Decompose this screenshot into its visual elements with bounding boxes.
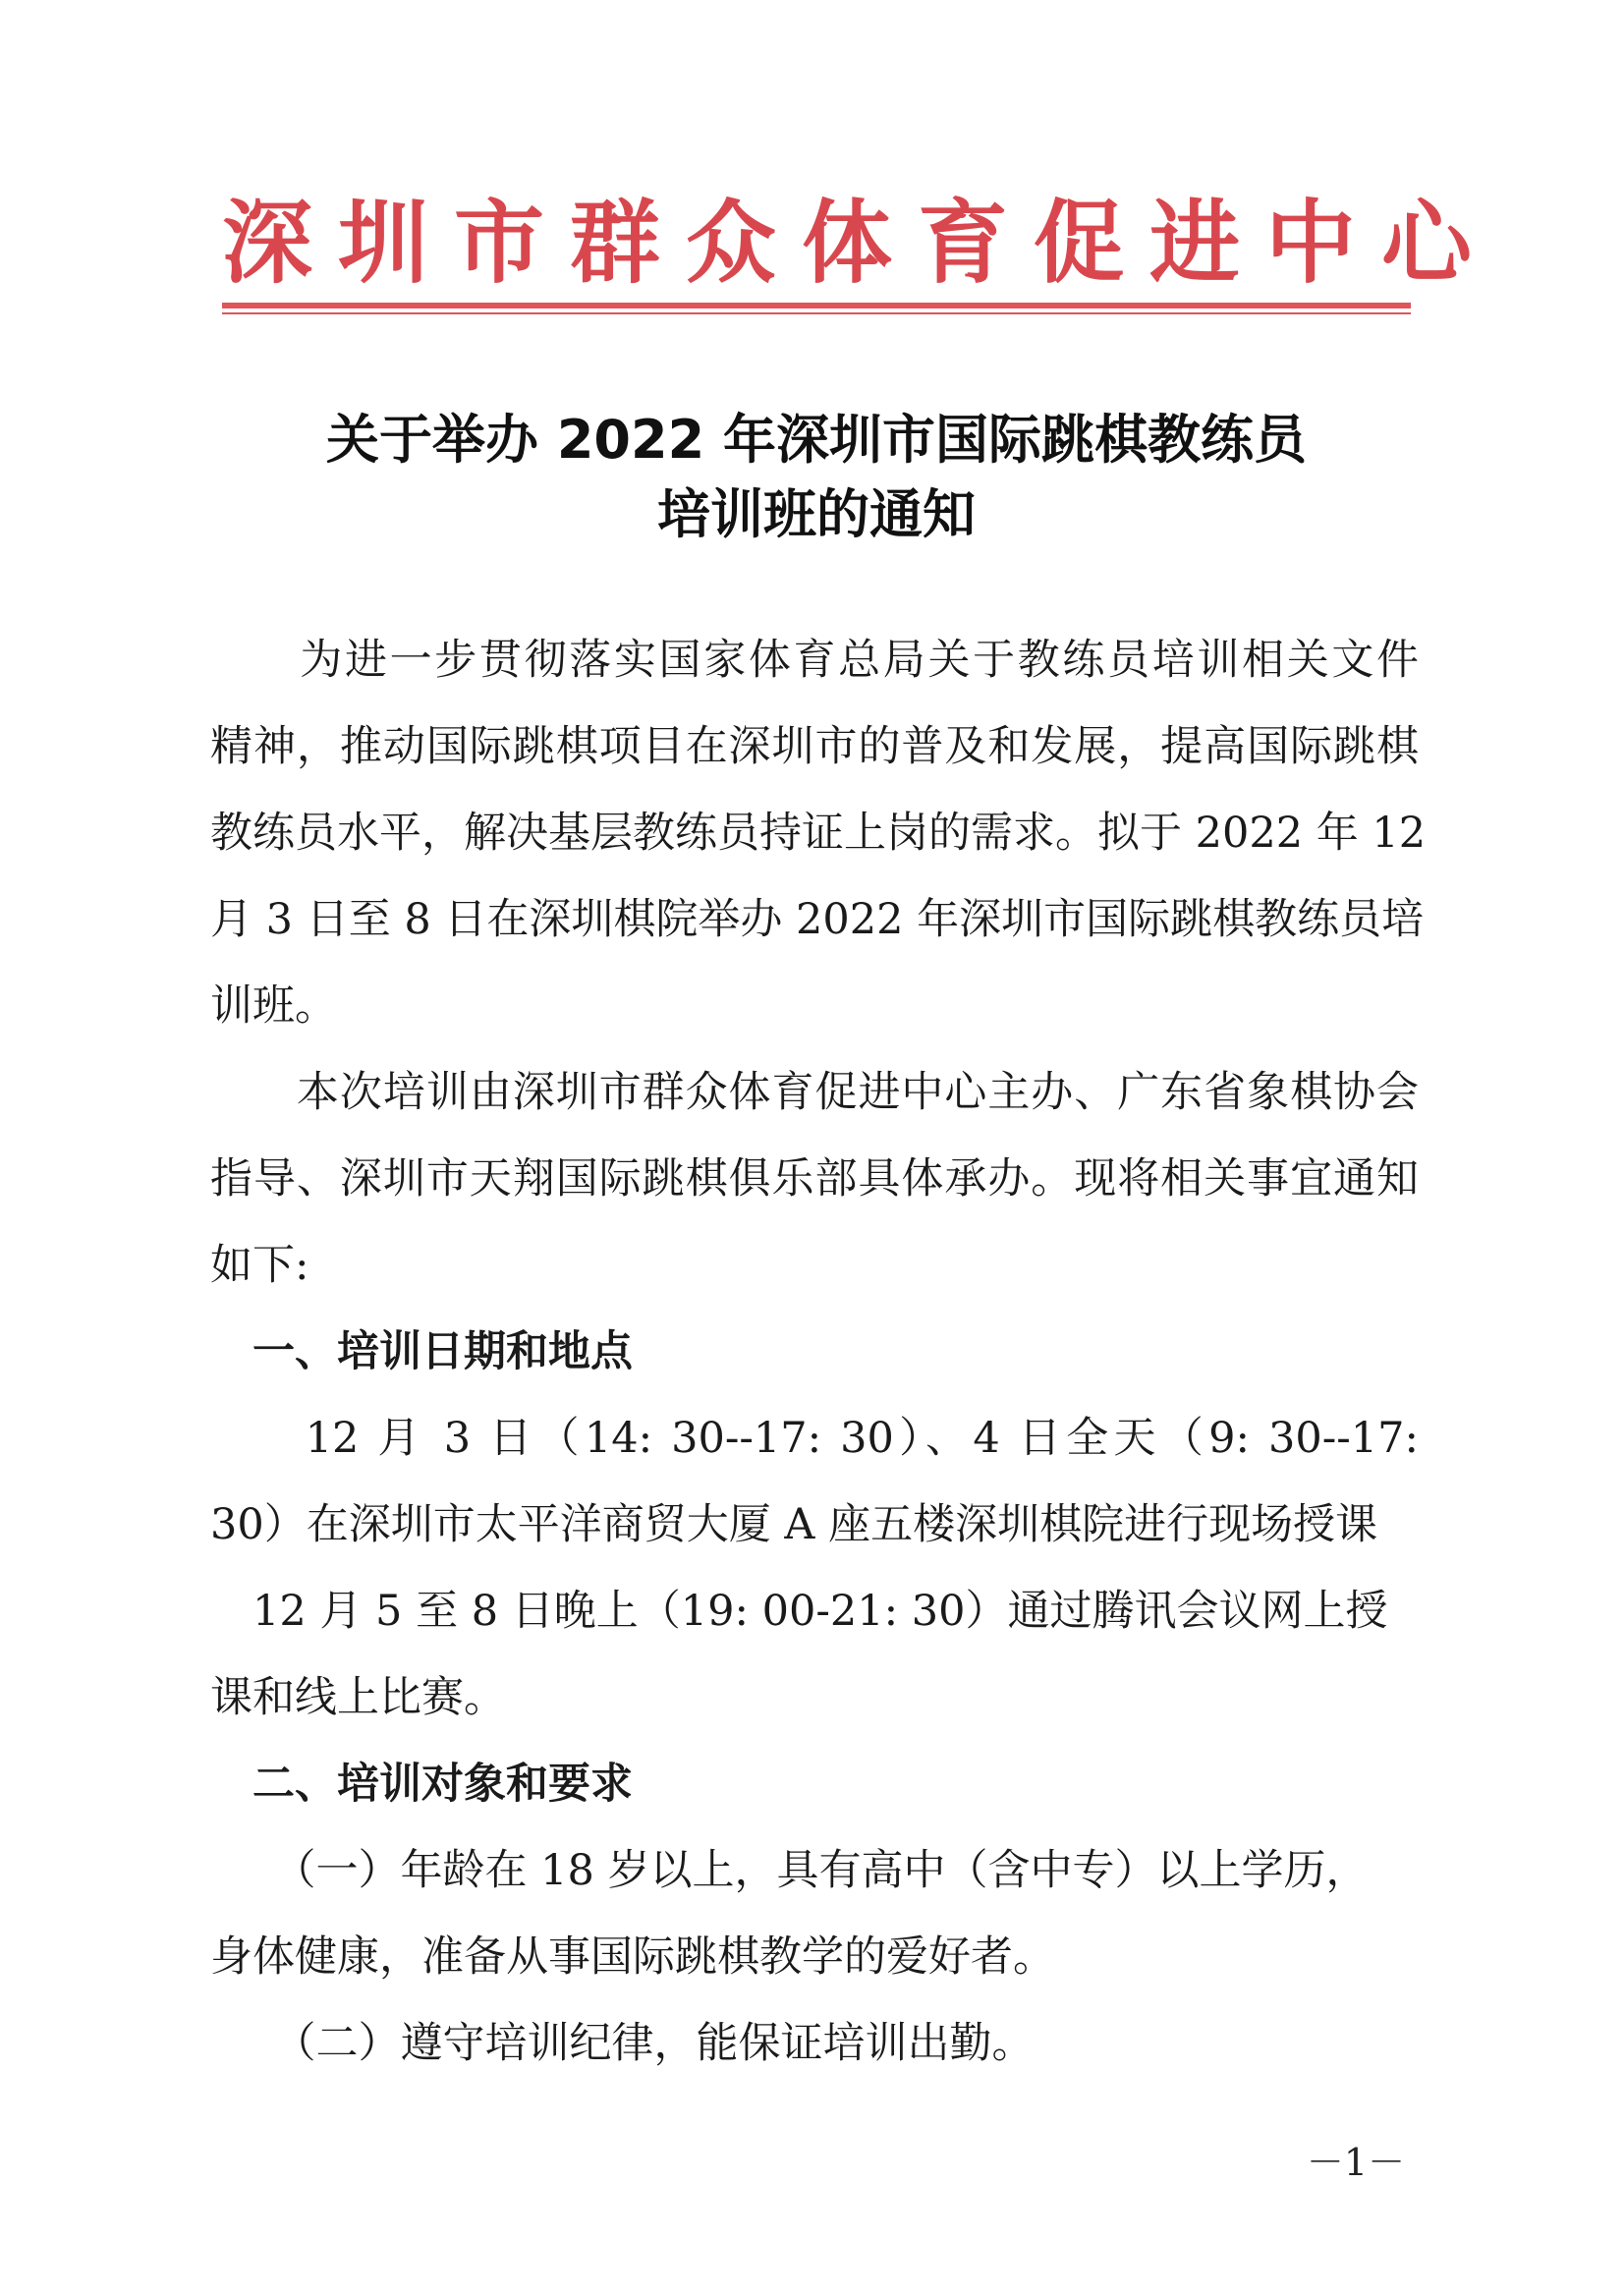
letterhead-rule-thick <box>222 303 1411 308</box>
paragraph-1-line-3: 教练员水平，解决基层教练员持证上岗的需求。拟于 2022 年 12 <box>210 809 1427 858</box>
section-2-line-3: （二）遵守培训纪律，能保证培训出勤。 <box>210 2019 1035 2068</box>
section-2-heading: 二、培训对象和要求 <box>210 1760 633 1809</box>
section-1-line-3: 12 月 5 至 8 日晚上（19: 00-21: 30）通过腾讯会议网上授 <box>210 1587 1388 1636</box>
document-title-line-1: 关于举办 2022 年深圳市国际跳棋教练员 <box>326 409 1307 471</box>
paragraph-1-line-4: 月 3 日至 8 日在深圳棋院举办 2022 年深圳市国际跳棋教练员培 <box>210 895 1425 944</box>
section-1-line-2: 30）在深圳市太平洋商贸大厦 A 座五楼深圳棋院进行现场授课 <box>210 1500 1378 1549</box>
section-2-line-1: （一）年龄在 18 岁以上，具有高中（含中专）以上学历， <box>210 1846 1369 1895</box>
section-1-heading: 一、培训日期和地点 <box>210 1327 633 1376</box>
letterhead-rule-thin <box>222 312 1411 314</box>
paragraph-2-line-3: 如下: <box>210 1241 309 1290</box>
section-1-line-1: 12 月 3 日（14: 30--17: 30）、4 日全天（9: 30--17: <box>210 1414 1419 1463</box>
paragraph-1-line-5: 训班。 <box>210 981 337 1031</box>
section-1-line-4: 课和线上比赛。 <box>210 1673 506 1722</box>
paragraph-1-line-2: 精神，推动国际跳棋项目在深圳市的普及和发展，提高国际跳棋 <box>210 722 1419 771</box>
letterhead-org-name: 深圳市群众体育促进中心 <box>222 190 1498 296</box>
paragraph-2-line-2: 指导、深圳市天翔国际跳棋俱乐部具体承办。现将相关事宜通知 <box>210 1154 1419 1203</box>
section-2-line-2: 身体健康，准备从事国际跳棋教学的爱好者。 <box>210 1932 1055 1982</box>
paragraph-1-line-1: 为进一步贯彻落实国家体育总局关于教练员培训相关文件 <box>210 636 1419 685</box>
page-number: －1－ <box>1306 2141 1406 2184</box>
paragraph-2-line-1: 本次培训由深圳市群众体育促进中心主办、广东省象棋协会 <box>210 1068 1419 1117</box>
document-title-line-2: 培训班的通知 <box>657 483 976 545</box>
